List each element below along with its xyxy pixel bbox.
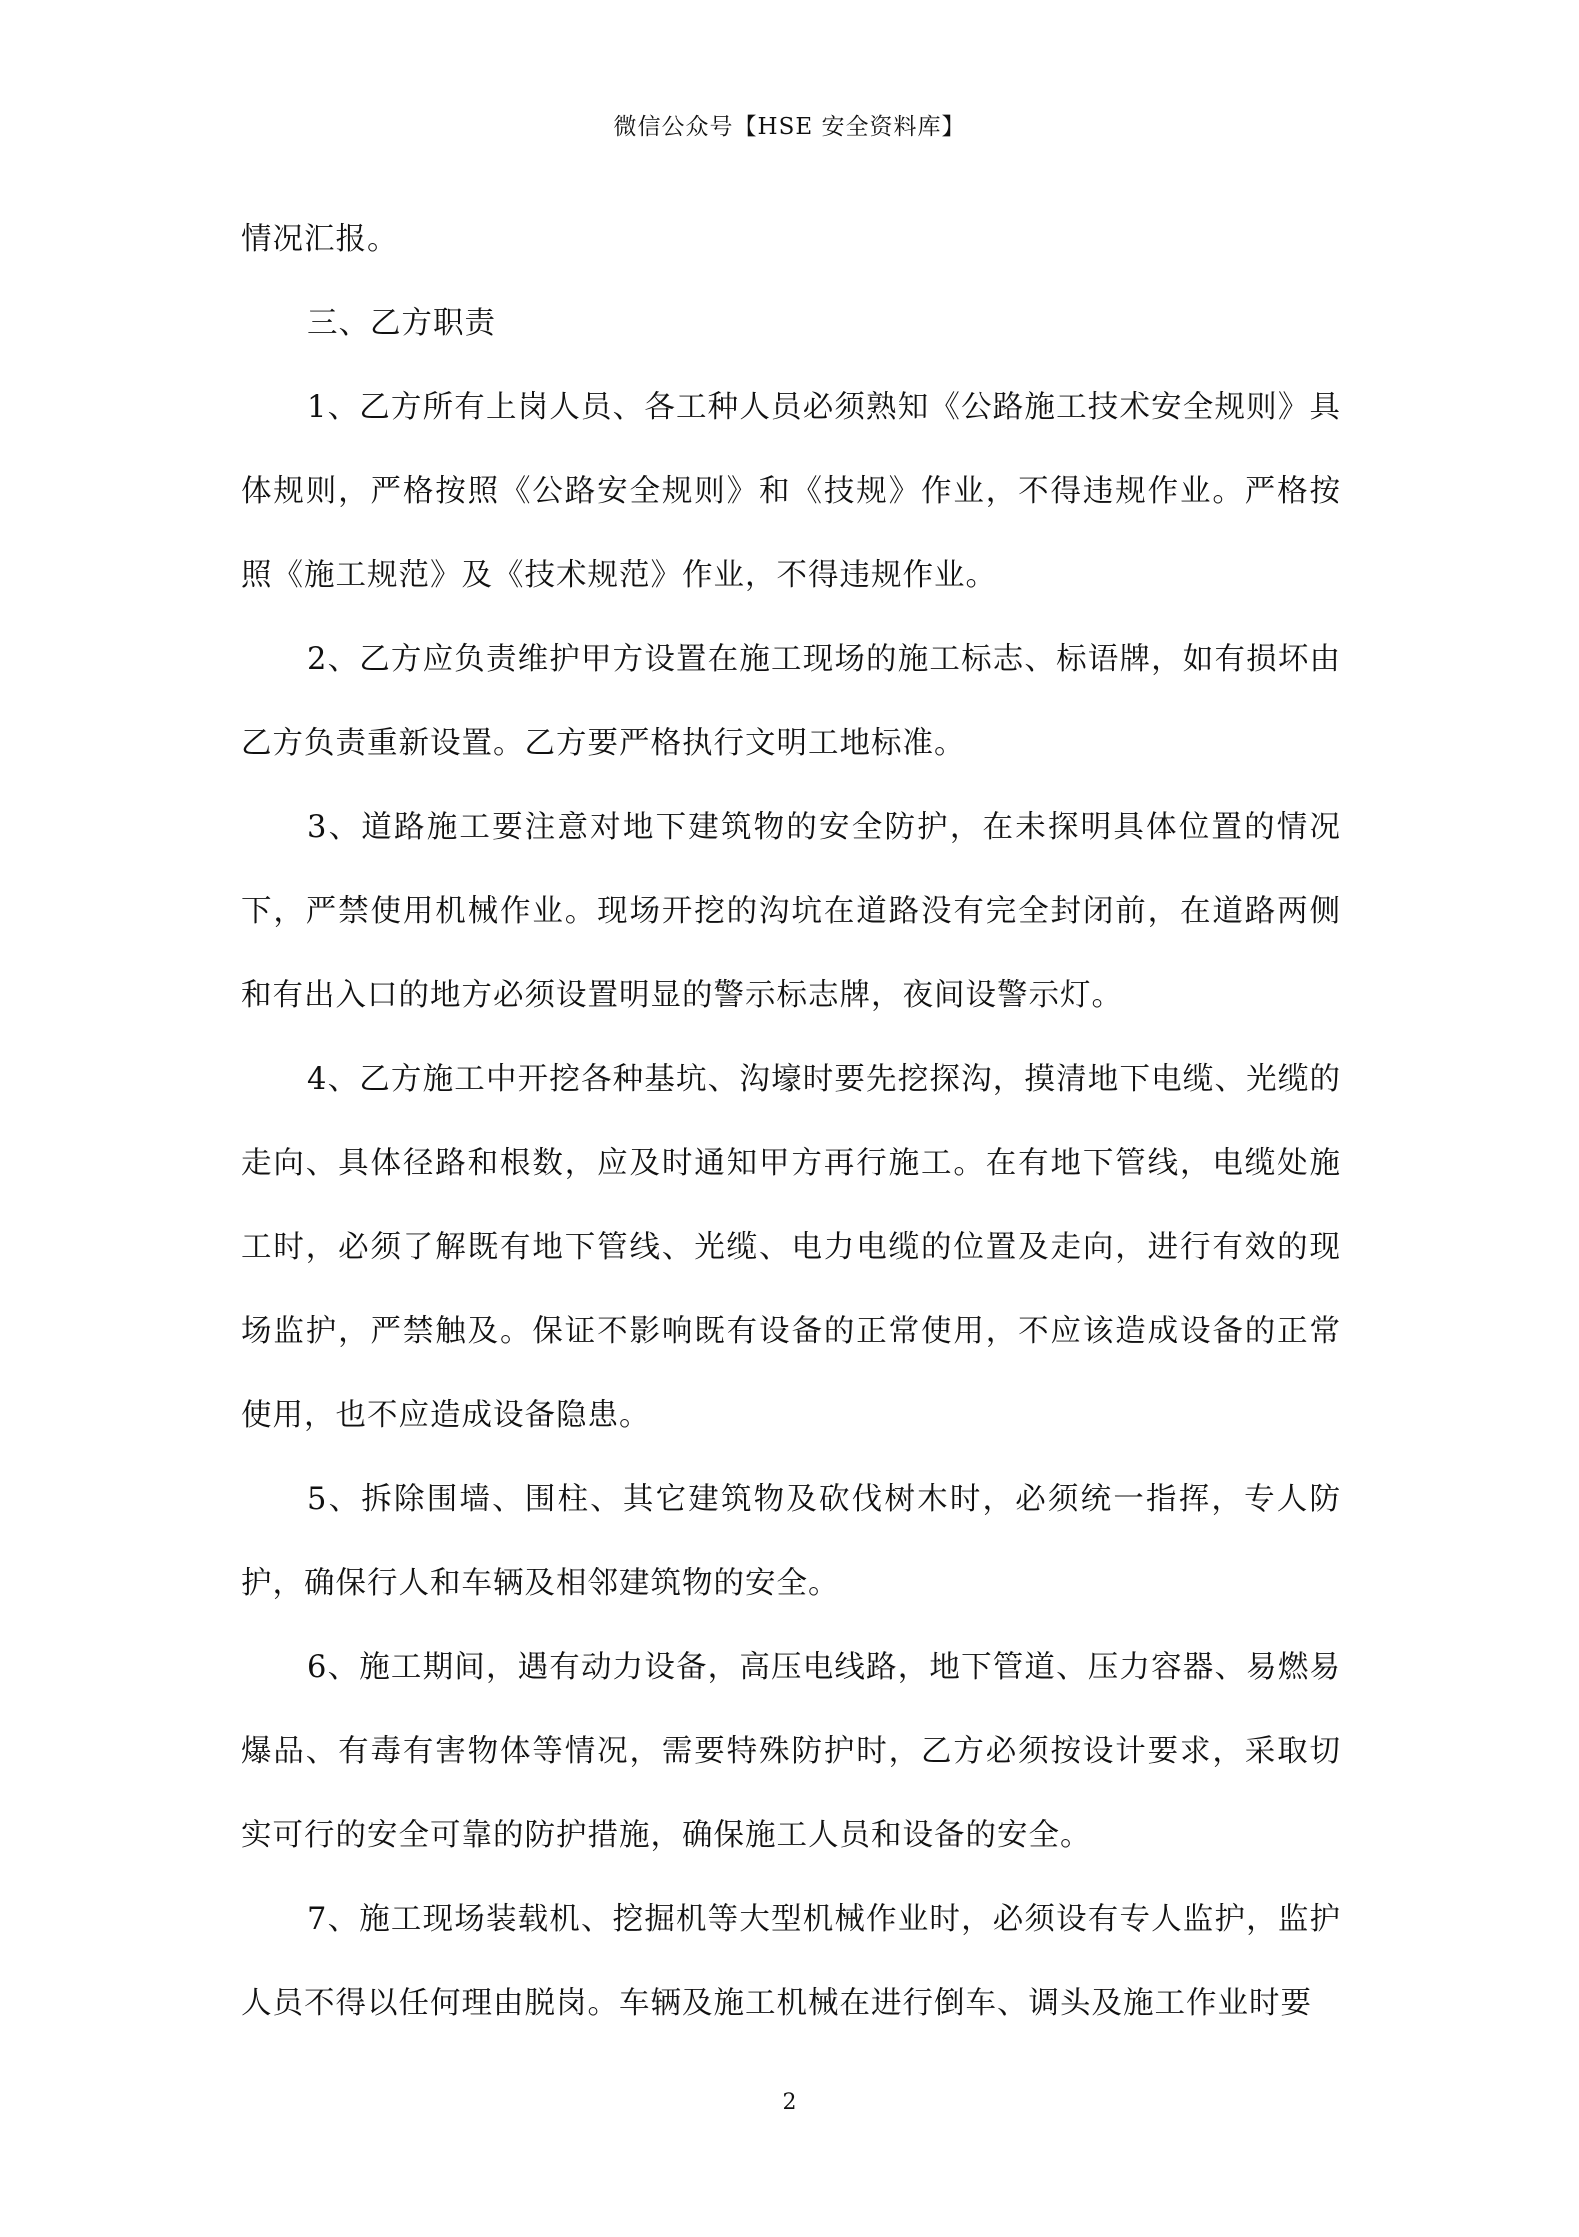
paragraph-item-7: 7、施工现场装载机、挖掘机等大型机械作业时，必须设有专人监护，监护人员不得以任何理由脱岗。车辆及施工机械在进行倒车、调头及施工作业时要: [241, 1902, 1341, 2021]
page-header: 微信公众号【HSE 安全资料库】: [613, 114, 966, 140]
paragraph-item-3: 3、道路施工要注意对地下建筑物的安全防护，在未探明具体位置的情况下，严禁使用机械作业。现场开挖的沟坑在道路没有完全封闭前，在道路两侧和有出入口的地方必须设置明显的警示标志牌，夜间设警示灯。: [241, 810, 1341, 1013]
paragraph-continuation: 情况汇报。: [241, 222, 399, 257]
paragraph-item-5: 5、拆除围墙、围柱、其它建筑物及砍伐树木时，必须统一指挥，专人防护，确保行人和车辆及相邻建筑物的安全。: [241, 1482, 1341, 1601]
paragraph-item-2: 2、乙方应负责维护甲方设置在施工现场的施工标志、标语牌，如有损坏由乙方负责重新设置。乙方要严格执行文明工地标准。: [241, 642, 1341, 761]
paragraph-item-1: 1、乙方所有上岗人员、各工种人员必须熟知《公路施工技术安全规则》具体规则，严格按照《公路安全规则》和《技规》作业，不得违规作业。严格按照《施工规范》及《技术规范》作业，不得违规作业。: [241, 390, 1341, 593]
paragraph-item-6: 6、施工期间，遇有动力设备，高压电线路，地下管道、压力容器、易燃易爆品、有毒有害物体等情况，需要特殊防护时，乙方必须按设计要求，采取切实可行的安全可靠的防护措施，确保施工人员和设备的安全。: [241, 1650, 1341, 1853]
page-number: 2: [782, 2090, 797, 2115]
section-heading: 三、乙方职责: [307, 306, 496, 341]
document-body: [241, 198, 1341, 2046]
paragraph-item-4: 4、乙方施工中开挖各种基坑、沟壕时要先挖探沟，摸清地下电缆、光缆的走向、具体径路和根数，应及时通知甲方再行施工。在有地下管线，电缆处施工时，必须了解既有地下管线、光缆、电力电缆的位置及走向，进行有效的现场监护，严禁触及。保证不影响既有设备的正常使用，不应该造成设备的正常使用，也不应造成设备隐患。: [241, 1062, 1341, 1433]
